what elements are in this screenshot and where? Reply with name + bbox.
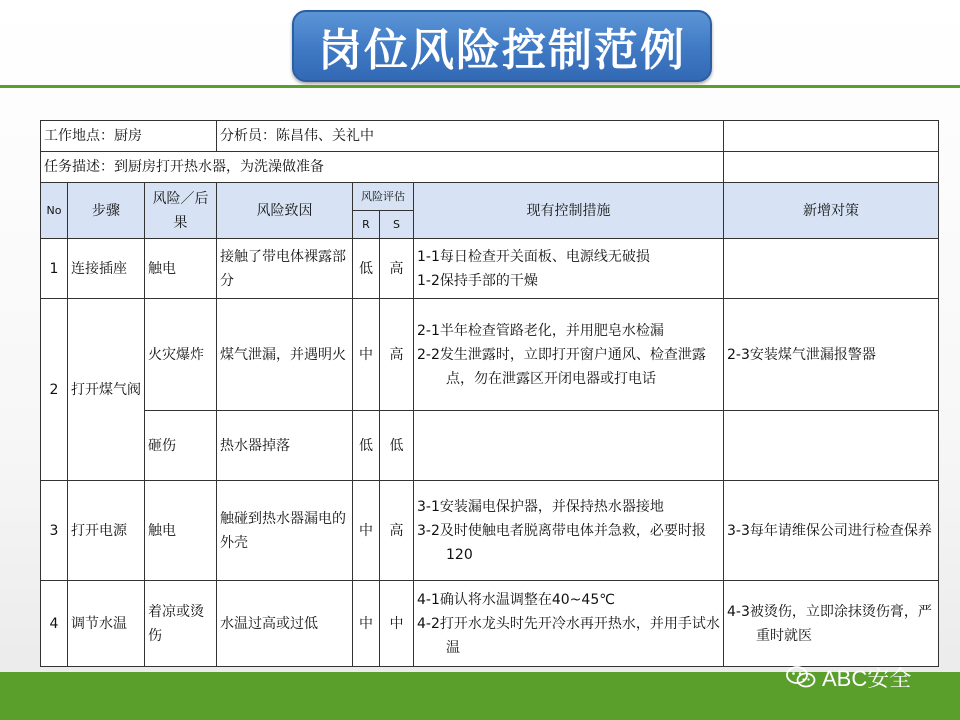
row-measures xyxy=(414,411,724,481)
task-description: 任务描述：到厨房打开热水器，为洗澡做准备 xyxy=(41,152,724,183)
row-s: 高 xyxy=(380,299,414,411)
row-s: 中 xyxy=(380,581,414,667)
row-r: 低 xyxy=(353,239,380,299)
header-risk: 风险／后果 xyxy=(145,183,217,239)
header-measures: 现有控制措施 xyxy=(414,183,724,239)
table-row xyxy=(41,481,939,581)
measure-item: 3-1安装漏电保护器，并保持热水器接地 xyxy=(417,498,664,515)
row-risk: 触电 xyxy=(145,239,217,299)
info-empty-cell xyxy=(724,121,939,152)
row-new-measure: 2-3安装煤气泄漏报警器 xyxy=(724,299,939,411)
row-no: 3 xyxy=(41,481,68,581)
header-cause: 风险致因 xyxy=(217,183,353,239)
wechat-icon xyxy=(786,665,816,689)
row-no: 2 xyxy=(41,299,68,481)
row-new-measure xyxy=(724,481,939,581)
row-risk: 触电 xyxy=(145,481,217,581)
risk-control-table xyxy=(40,120,939,667)
row-risk: 火灾爆炸 xyxy=(145,299,217,411)
table-row xyxy=(41,239,939,299)
task-row xyxy=(41,152,939,183)
row-new-measure xyxy=(724,239,939,299)
row-s: 高 xyxy=(380,481,414,581)
row-cause: 煤气泄漏，并遇明火 xyxy=(217,299,353,411)
row-step: 连接插座 xyxy=(68,239,145,299)
row-step: 打开电源 xyxy=(68,481,145,581)
new-measure-item: 4-3被烫伤，立即涂抹烫伤膏，严重时就医 xyxy=(727,603,932,644)
table-row xyxy=(41,581,939,667)
row-risk: 着凉或烫伤 xyxy=(145,581,217,667)
row-s: 低 xyxy=(380,411,414,481)
row-cause: 接触了带电体裸露部分 xyxy=(217,239,353,299)
header-new-measures: 新增对策 xyxy=(724,183,939,239)
row-risk: 砸伤 xyxy=(145,411,217,481)
row-measures xyxy=(414,581,724,667)
watermark-text: ABC安全 xyxy=(822,665,912,691)
row-s: 高 xyxy=(380,239,414,299)
row-new-measure xyxy=(724,411,939,481)
row-measures xyxy=(414,481,724,581)
measure-item: 2-2发生泄露时，立即打开窗户通风、检查泄露点，勿在泄露区开闭电器或打电话 xyxy=(417,346,706,387)
row-step: 打开煤气阀 xyxy=(68,299,145,481)
row-r: 中 xyxy=(353,299,380,411)
watermark xyxy=(786,660,911,694)
measure-item: 2-1半年检查管路老化，并用肥皂水检漏 xyxy=(417,322,664,339)
info-row xyxy=(41,121,939,152)
header-s: S xyxy=(380,211,414,239)
row-measures xyxy=(414,239,724,299)
table-row xyxy=(41,299,939,411)
row-cause: 水温过高或过低 xyxy=(217,581,353,667)
row-new-measure xyxy=(724,581,939,667)
row-measures xyxy=(414,299,724,411)
header-r: R xyxy=(353,211,380,239)
row-no: 4 xyxy=(41,581,68,667)
header-no: No xyxy=(41,183,68,239)
analyst: 分析员：陈昌伟、关礼中 xyxy=(217,121,724,152)
task-empty-cell xyxy=(724,152,939,183)
header-step: 步骤 xyxy=(68,183,145,239)
row-no: 1 xyxy=(41,239,68,299)
measure-item: 4-1确认将水温调整在40~45℃ xyxy=(417,591,615,608)
table-row xyxy=(41,411,939,481)
header-assessment: 风险评估 xyxy=(353,183,414,211)
measure-item: 4-2打开水龙头时先开冷水再开热水，并用手试水温 xyxy=(417,615,720,656)
measure-item: 1-2保持手部的干燥 xyxy=(417,272,538,289)
measure-item: 3-2及时使触电者脱离带电体并急救，必要时报120 xyxy=(417,522,706,563)
row-r: 低 xyxy=(353,411,380,481)
row-step: 调节水温 xyxy=(68,581,145,667)
header-row xyxy=(41,183,939,211)
new-measure-item: 3-3每年请维保公司进行检查保养 xyxy=(727,522,932,539)
row-r: 中 xyxy=(353,481,380,581)
top-divider xyxy=(0,85,960,88)
row-cause: 触碰到热水器漏电的外壳 xyxy=(217,481,353,581)
row-r: 中 xyxy=(353,581,380,667)
row-cause: 热水器掉落 xyxy=(217,411,353,481)
work-location: 工作地点：厨房 xyxy=(41,121,217,152)
page-title: 岗位风险控制范例 xyxy=(292,10,712,82)
measure-item: 1-1每日检查开关面板、电源线无破损 xyxy=(417,248,650,265)
